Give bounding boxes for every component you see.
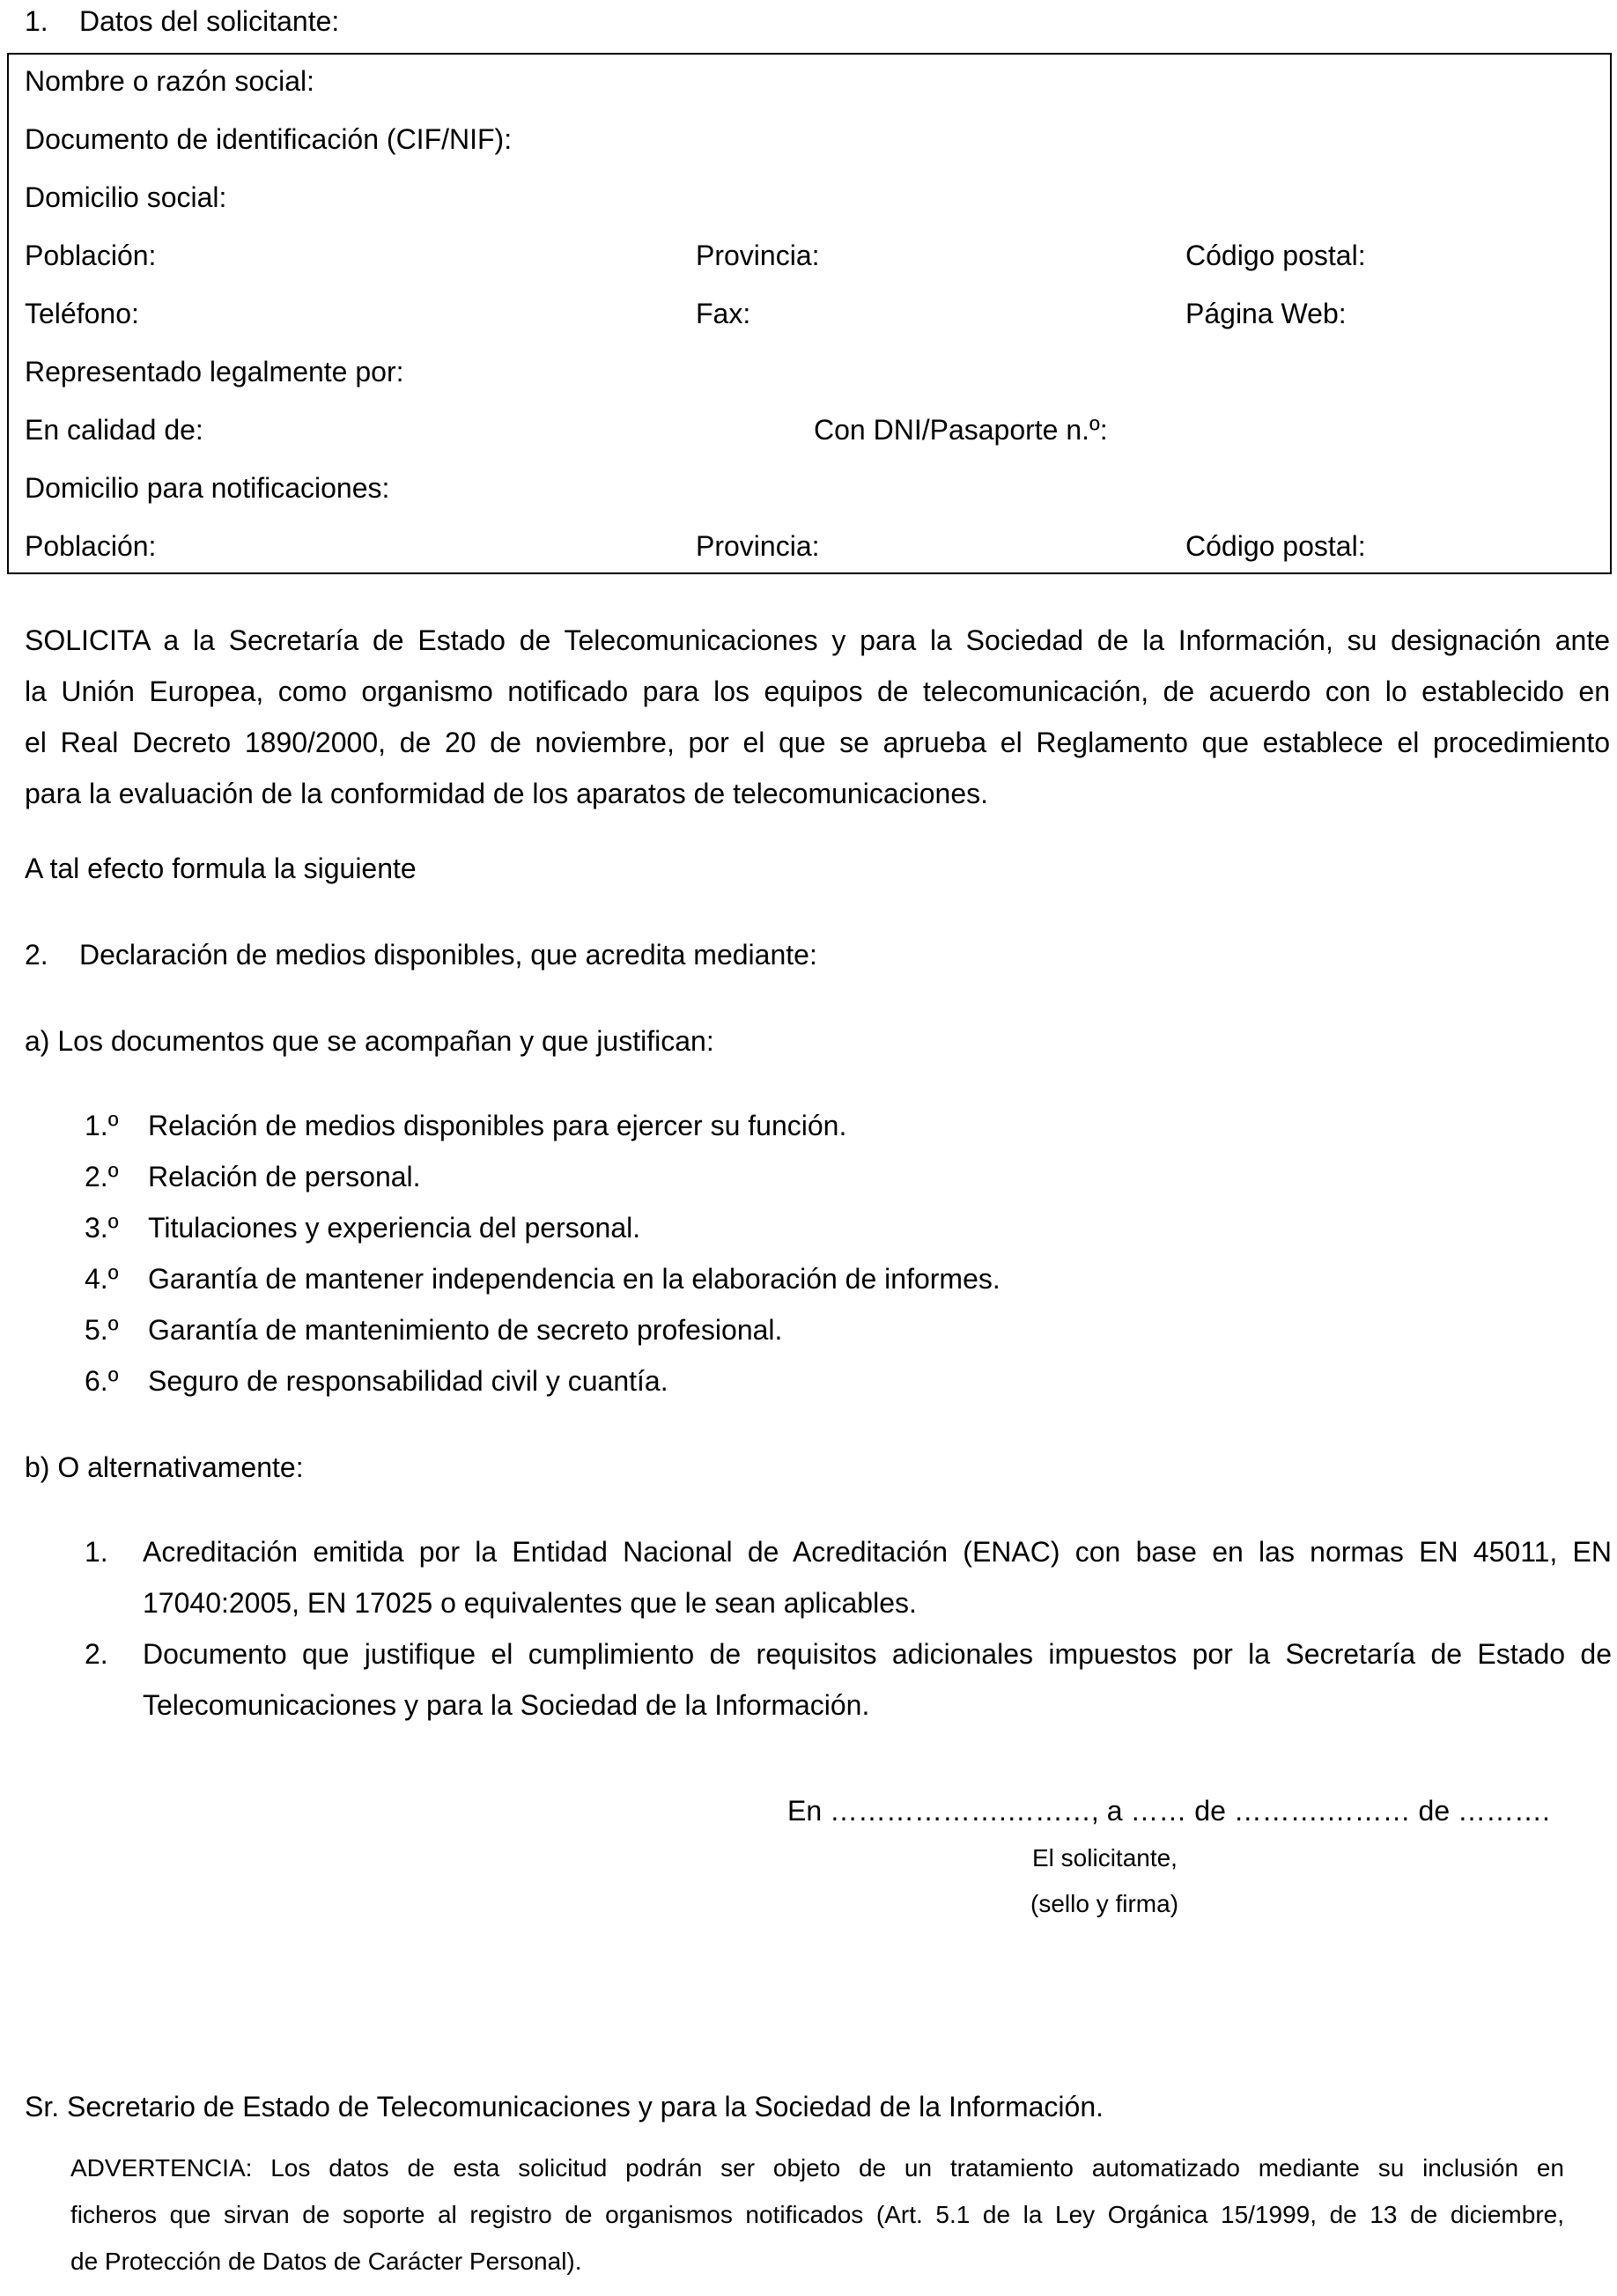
field-pagina-web[interactable]: Página Web: bbox=[1185, 298, 1347, 329]
paragraph-line: para la evaluación de la conformidad de los aparatos de telecomunicaciones. bbox=[25, 778, 989, 809]
field-poblacion-notificaciones[interactable]: Población: bbox=[25, 530, 157, 562]
document-ordinal: 3.º bbox=[85, 1212, 119, 1244]
document-ordinal: 4.º bbox=[85, 1263, 119, 1295]
field-provincia[interactable]: Provincia: bbox=[696, 240, 820, 271]
field-telefono[interactable]: Teléfono: bbox=[25, 298, 139, 329]
option-b-heading: b) O alternativamente: bbox=[25, 1451, 304, 1483]
document-ordinal: 5.º bbox=[85, 1314, 119, 1346]
alternative-number: 2. bbox=[85, 1638, 108, 1670]
advertencia-line: de Protección de Datos de Carácter Personal). bbox=[70, 2249, 582, 2275]
applicant-data-box bbox=[7, 53, 1612, 574]
field-nombre[interactable]: Nombre o razón social: bbox=[25, 65, 315, 97]
advertencia-note bbox=[70, 2156, 1564, 2296]
section-2-title: Declaración de medios disponibles, que acredita mediante: bbox=[79, 939, 817, 971]
section-1-number: 1. bbox=[25, 5, 48, 37]
document-text: Seguro de responsabilidad civil y cuantía. bbox=[148, 1365, 668, 1397]
field-provincia-notificaciones[interactable]: Provincia: bbox=[696, 530, 820, 562]
a-tal-efecto-text: A tal efecto formula la siguiente bbox=[25, 853, 417, 884]
field-domicilio-notificaciones[interactable]: Domicilio para notificaciones: bbox=[25, 472, 390, 504]
paragraph-line: el Real Decreto 1890/2000, de 20 de noviembre, por el que se aprueba el Reglamento que establece el procedimiento bbox=[25, 727, 1610, 758]
addressee: Sr. Secretario de Estado de Telecomunicaciones y para la Sociedad de la Información. bbox=[25, 2091, 1104, 2123]
field-codigo-postal-notificaciones[interactable]: Código postal: bbox=[1185, 530, 1366, 562]
document-ordinal: 6.º bbox=[85, 1365, 119, 1397]
document-text: Garantía de mantener independencia en la elaboración de informes. bbox=[148, 1263, 1000, 1295]
field-poblacion[interactable]: Población: bbox=[25, 240, 157, 271]
document-ordinal: 1.º bbox=[85, 1110, 119, 1141]
field-documento[interactable]: Documento de identificación (CIF/NIF): bbox=[25, 123, 513, 155]
section-1-title: Datos del solicitante: bbox=[79, 5, 340, 37]
document-ordinal: 2.º bbox=[85, 1161, 119, 1192]
date-line[interactable]: En ……………….………, a …… de ……….……… de ………. bbox=[787, 1795, 1550, 1827]
signature-label: El solicitante, bbox=[1032, 1844, 1178, 1871]
document-text: Garantía de mantenimiento de secreto profesional. bbox=[148, 1314, 783, 1346]
field-en-calidad[interactable]: En calidad de: bbox=[25, 414, 203, 446]
field-codigo-postal[interactable]: Código postal: bbox=[1185, 240, 1366, 271]
document-text: Titulaciones y experiencia del personal. bbox=[148, 1212, 641, 1244]
document-text: Relación de medios disponibles para ejercer su función. bbox=[148, 1110, 847, 1141]
field-domicilio-social[interactable]: Domicilio social: bbox=[25, 181, 227, 213]
solicita-paragraph bbox=[25, 615, 1610, 819]
alternative-line: Telecomunicaciones y para la Sociedad de la Información. bbox=[143, 1691, 870, 1721]
paragraph-line: la Unión Europea, como organismo notificado para los equipos de telecomunicación, de acuerdo con lo establecido en bbox=[25, 676, 1610, 707]
section-2-number: 2. bbox=[25, 939, 48, 971]
alternative-line: 17040:2005, EN 17025 o equivalentes que le sean aplicables. bbox=[143, 1589, 917, 1619]
advertencia-line: ADVERTENCIA: Los datos de esta solicitud podrán ser objeto de un tratamiento automatizado mediante su inclusión en bbox=[70, 2156, 1564, 2182]
field-dni[interactable]: Con DNI/Pasaporte n.º: bbox=[814, 414, 1108, 446]
field-fax[interactable]: Fax: bbox=[696, 298, 751, 329]
option-a-heading: a) Los documentos que se acompañan y que justifican: bbox=[25, 1025, 714, 1057]
alternative-line: Documento que justifique el cumplimiento de requisitos adicionales impuestos por la Secretaría de Estado de bbox=[143, 1640, 1612, 1670]
signature-note: (sello y firma) bbox=[1030, 1890, 1179, 1917]
advertencia-line: ficheros que sirvan de soporte al registro de organismos notificados (Art. 5.1 de la Ley Orgánica 15/1999, de 13 de diciembre, bbox=[70, 2203, 1564, 2228]
field-representado[interactable]: Representado legalmente por: bbox=[25, 356, 404, 388]
alternative-line: Acreditación emitida por la Entidad Nacional de Acreditación (ENAC) con base en las normas EN 45011, EN bbox=[143, 1538, 1612, 1568]
document-text: Relación de personal. bbox=[148, 1161, 421, 1192]
paragraph-line: SOLICITA a la Secretaría de Estado de Telecomunicaciones y para la Sociedad de la Información, su designación ante bbox=[25, 624, 1610, 656]
alternative-number: 1. bbox=[85, 1536, 108, 1568]
